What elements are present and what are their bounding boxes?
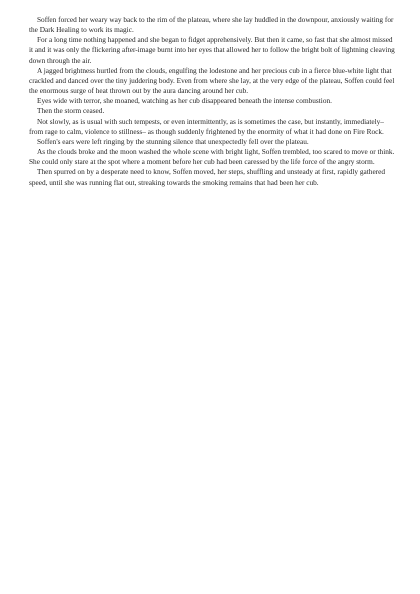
paragraph-8: As the clouds broke and the moon washed the whole scene with bright light, Soffen trembled, too scared to move or think. She could only stare at the spot where a moment before her cub had been caressed by the life force of the angry storm.	[29, 147, 395, 167]
paragraph-7: Soffen's ears were left ringing by the stunning silence that unexpectedly fell over the plateau.	[37, 136, 309, 146]
paragraph-5: Then the storm ceased.	[37, 106, 105, 116]
paragraph-9: Then spurred on by a desperate need to know, Soffen moved, her steps, shuffling and unsteady at first, rapidly gathered speed, until she was running flat out, streaking towards the smoking remains that had been her cub.	[29, 167, 385, 187]
paragraph-6: Not slowly, as is usual with such tempests, or even intermittently, as is sometimes the case, but instantly, immediately– from rage to calm, violence to stillness– as though suddenly frightened by the enormity of what it had done on Fire Rock.	[29, 116, 384, 136]
paragraph-1: Soffen forced her weary way back to the rim of the plateau, where she lay huddled in the downpour, anxiously waiting for the Dark Healing to work its magic.	[29, 15, 394, 35]
story-text	[29, 15, 396, 188]
paragraph-3: A jagged brightness hurtled from the clouds, engulfing the lodestone and her precious cub in a fierce blue-white light that crackled and danced over the tiny juddering body. Even from where she lay, at the very edge of the plateau, Soffen could feel the enormous surge of heat thrown out by the aura dancing around her cub.	[29, 65, 395, 96]
paragraph-4: Eyes wide with terror, she moaned, watching as her cub disappeared beneath the intense combustion.	[37, 96, 332, 106]
paragraph-2: For a long time nothing happened and she began to fidget apprehensively. But then it came, so fast that she almost missed it and it was only the flickering after-image burnt into her eyes that allowed her to follow the bright bolt of lightning cleaving down through the air.	[29, 35, 395, 65]
